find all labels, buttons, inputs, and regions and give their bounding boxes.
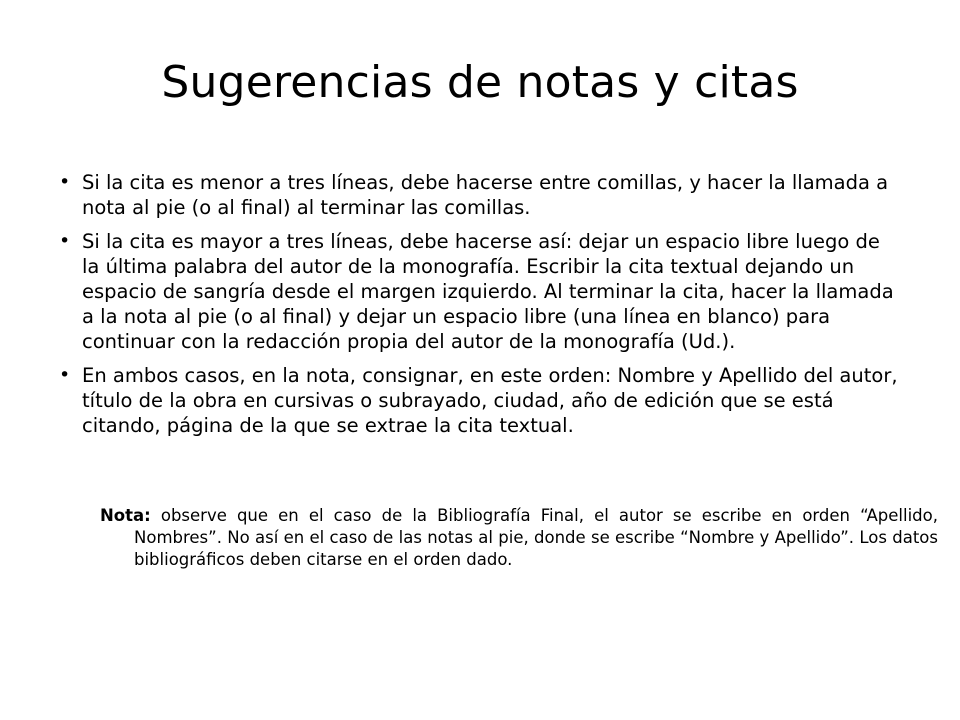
bullet-item-short-quote <box>58 170 898 220</box>
bullet-text: Si la cita es menor a tres líneas, debe hacerse entre comillas, y hacer la llamada a nota al pie (o al final) al terminar las comillas. <box>82 171 889 219</box>
note-label: Nota: <box>100 506 151 525</box>
slide-title: Sugerencias de notas y citas <box>161 57 799 108</box>
note-paragraph <box>100 505 938 571</box>
bullet-item-long-quote <box>58 229 898 354</box>
bullet-item-note-order <box>58 363 898 438</box>
bullet-icon: • <box>59 364 71 386</box>
note-text: observe que en el caso de la Bibliografía Final, el autor se escribe en orden “Apellido, Nombres”. No así en el caso de las notas al pie, donde se escribe “Nombre y Apellido”. Los datos bibliográficos deben citarse en el orden dado. <box>134 506 938 569</box>
bullet-text: Si la cita es mayor a tres líneas, debe hacerse así: dejar un espacio libre luego de la última palabra del autor de la monografía. Escribir la cita textual dejando un espacio de sangría desde el margen izquierdo. Al terminar la cita, hacer la llamada a la nota al pie (o al final) y dejar un espacio libre (una línea en blanco) para continuar con la redacción propia del autor de la monografía (Ud.). <box>82 230 894 353</box>
bullet-text: En ambos casos, en la nota, consignar, en este orden: Nombre y Apellido del autor, título de la obra en cursivas o subrayado, ciudad, año de edición que se está citando, página de la que se extrae la cita textual. <box>82 364 898 437</box>
bullet-icon: • <box>59 230 71 252</box>
bullet-list <box>58 170 898 447</box>
bullet-icon: • <box>59 171 71 193</box>
